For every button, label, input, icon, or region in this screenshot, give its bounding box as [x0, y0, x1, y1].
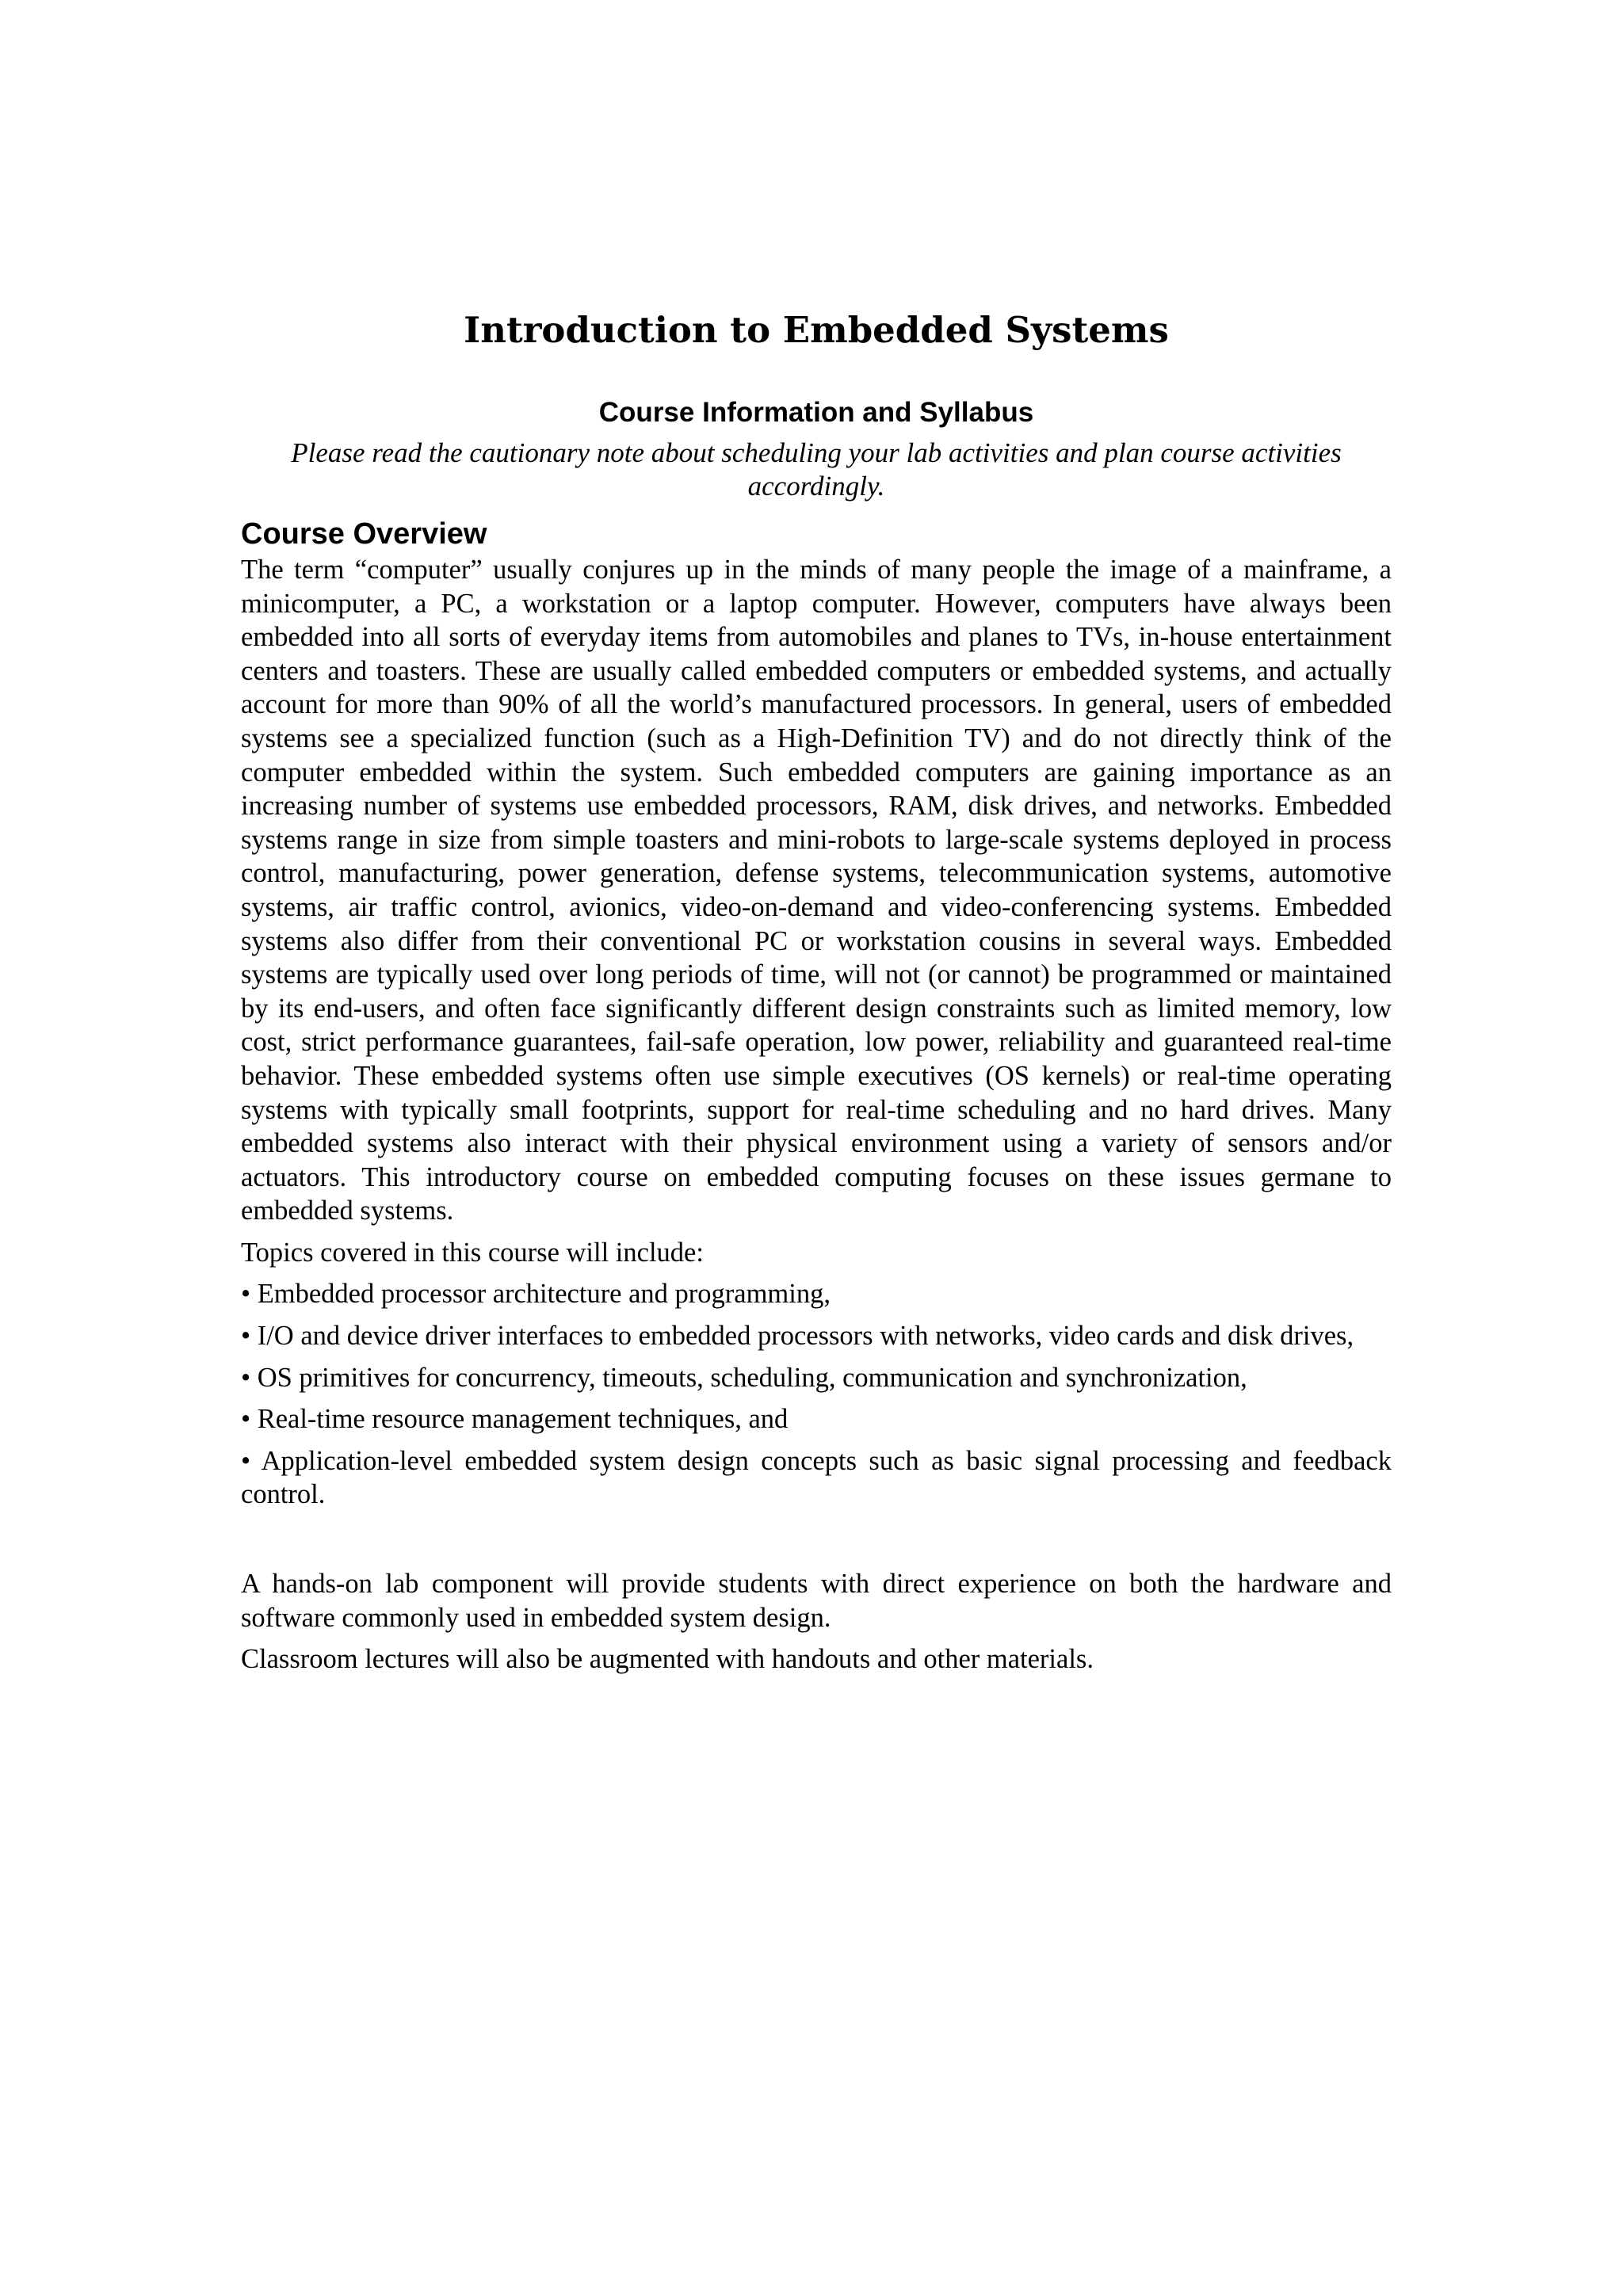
overview-paragraph: The term “computer” usually conjures up in the minds of many people the image of a mainframe, a minicomputer, a PC, a workstation or a laptop computer. However, computers have always been embedded into all sorts of everyday items from automobiles and planes to TVs, in-house entertainment centers and toasters. These are usually called embedded computers or embedded systems, and actually account for more than 90% of all the world’s manufactured processors. In general, users of embedded systems see a specialized function (such as a High-Definition TV) and do not directly think of the computer embedded within the system. Such embedded computers are gaining importance as an increasing number of systems use embedded processors, RAM, disk drives, and networks. Embedded systems range in size from simple toasters and mini-robots to large-scale systems deployed in process control, manufacturing, power generation, defense systems, telecommunication systems, automotive systems, air traffic control, avionics, video-on-demand and video-conferencing systems. Embedded systems also differ from their conventional PC or workstation cousins in several ways. Embedded systems are typically used over long periods of time, will not (or cannot) be programmed or maintained by its end-users, and often face significantly different design constraints such as limited memory, low cost, strict performance guarantees, fail-safe operation, low power, reliability and guaranteed real-time behavior. These embedded systems often use simple executives (OS kernels) or real-time operating systems with typically small footprints, support for real-time scheduling and no hard drives. Many embedded systems also interact with their physical environment using a variety of sensors and/or actuators. This introductory course on embedded computing focuses on these issues germane to embedded systems.	[241, 555, 1392, 1226]
topics-intro: Topics covered in this course will include:	[241, 1237, 704, 1268]
closing-paragraph: Classroom lectures will also be augmented with handouts and other materials.	[241, 1644, 1094, 1675]
document-subtitle: Course Information and Syllabus	[598, 397, 1034, 428]
list-item: • Application-level embedded system design concepts such as basic signal processing and feedback control.	[241, 1445, 1392, 1510]
page-content	[241, 309, 1392, 1684]
document-title: Introduction to Embedded Systems	[464, 309, 1169, 351]
list-item: • Real-time resource management techniques, and	[241, 1404, 789, 1435]
cautionary-note: Please read the cautionary note about scheduling your lab activities and plan course activities accordingly.	[291, 437, 1342, 502]
list-item: • Embedded processor architecture and programming,	[241, 1279, 831, 1310]
section-spacer	[241, 1520, 1392, 1567]
lab-paragraph: A hands-on lab component will provide students with direct experience on both the hardware and software commonly used in embedded system design.	[241, 1569, 1392, 1633]
list-item: • OS primitives for concurrency, timeouts, scheduling, communication and synchronization,	[241, 1362, 1247, 1393]
list-item: • I/O and device driver interfaces to embedded processors with networks, video cards and disk drives,	[241, 1321, 1354, 1352]
topics-list	[241, 1277, 1392, 1512]
section-heading-course-overview: Course Overview	[241, 517, 487, 551]
